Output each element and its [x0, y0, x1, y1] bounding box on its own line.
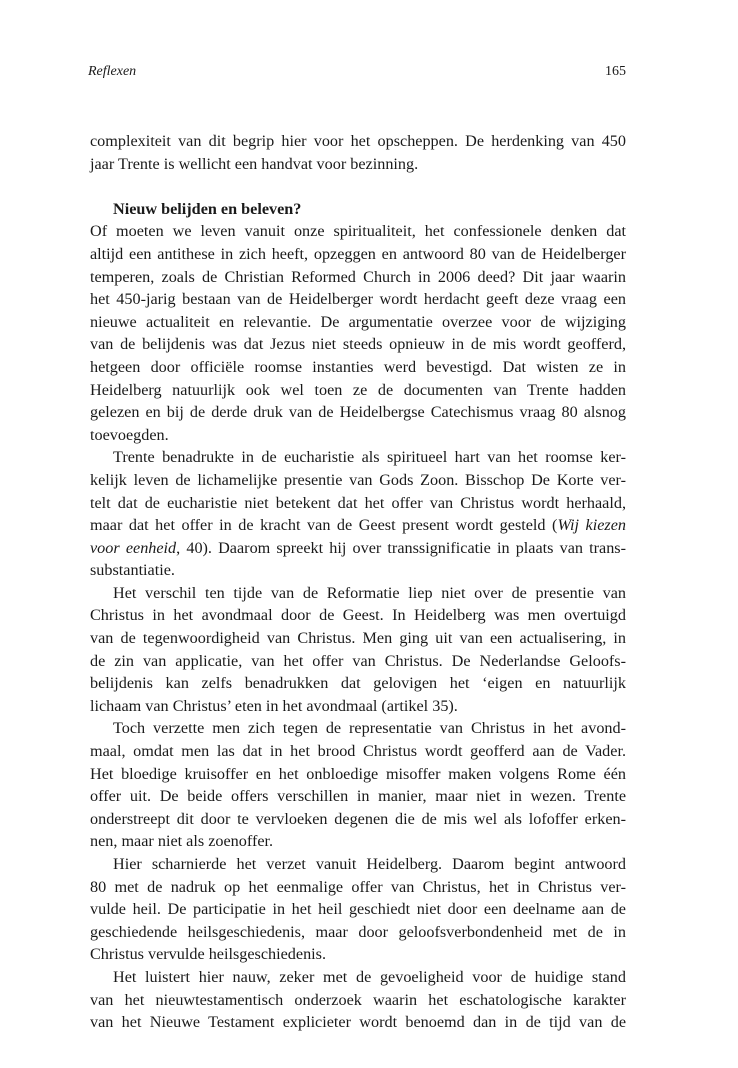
paragraph-line: complexiteit van dit begrip hier voor het opscheppen. De herdenking van 450 — [90, 132, 626, 150]
paragraph — [90, 220, 626, 446]
paragraph-line: lichaam van Christus’ eten in het avondmaal (artikel 35). — [90, 696, 458, 715]
cited-title: Wij kiezen — [557, 516, 627, 535]
paragraph-line: van de belijdenis was dat Jezus niet steeds opnieuw in de mis wordt geofferd, — [90, 335, 626, 354]
paragraph-line: maar dat het offer in de kracht van de Geest present wordt gesteld (Wij kiezen — [90, 516, 627, 535]
paragraph-line: substantiatie. — [90, 561, 175, 580]
paragraph — [90, 853, 626, 966]
paragraph-line: Christus in het avondmaal door de Geest. In Heidelberg was men overtuigd — [90, 606, 626, 625]
paragraph-line: toevoegden. — [90, 425, 169, 444]
paragraph-line: nen, maar niet als zoenoffer. — [90, 832, 274, 851]
paragraph-line: Het verschil ten tijde van de Reformatie liep niet over de presentie van — [113, 583, 626, 602]
paragraph-line: van het nieuwtestamentisch onderzoek waarin het eschatologische karakter — [90, 990, 626, 1009]
paragraph-line: gelezen en bij de derde druk van de Heidelbergse Catechismus vraag 80 alsnog — [90, 403, 626, 422]
paragraph-line: voor eenheid, 40). Daarom spreekt hij over transsignificatie in plaats van trans- — [90, 538, 626, 557]
paragraph-line: van het Nieuwe Testament explicieter wordt benoemd dan in de tijd van de — [90, 1013, 626, 1032]
section-spacer — [90, 175, 626, 198]
paragraph-line: Christus vervulde heilsgeschiedenis. — [90, 945, 327, 964]
cited-title: voor eenheid — [90, 538, 177, 557]
paragraph-line: Hier scharnierde het verzet vanuit Heidelberg. Daarom begint antwoord — [113, 855, 626, 873]
paragraph-line: onderstreept dit door te vervloeken degenen die de mis wel als lofoffer erken- — [90, 809, 626, 828]
paragraph-line: nieuwe actualiteit en relevantie. De argumentatie overzee voor de wijziging — [90, 312, 626, 331]
paragraph — [90, 130, 626, 175]
paragraph-line: hetgeen door officiële roomse instanties werd bevestigd. Dat wisten ze in — [90, 357, 626, 376]
paragraph-line: Trente benadrukte in de eucharistie als spiritueel hart van het roomse ker- — [113, 448, 626, 467]
paragraph — [90, 582, 626, 718]
paragraph-line: Of moeten we leven vanuit onze spiritualiteit, het confessionele denken dat — [90, 222, 626, 241]
paragraph-line: telt dat de eucharistie niet betekent dat het offer van Christus wordt herhaald, — [90, 493, 626, 512]
paragraph-line: geschiedende heilsgeschiedenis, maar door geloofsverbondenheid met de in — [90, 922, 626, 941]
paragraph-line: offer uit. De beide offers verschillen in manier, maar niet in wezen. Trente — [90, 787, 626, 806]
paragraph — [90, 446, 626, 582]
paragraph-line: Heidelberg natuurlijk ook wel toen ze de documenten van Trente hadden — [90, 380, 626, 399]
paragraph-line: temperen, zoals de Christian Reformed Church in 2006 deed? Dit jaar waarin — [90, 267, 626, 286]
paragraph-line: de zin van applicatie, van het offer van Christus. De Nederlandse Geloofs- — [90, 651, 626, 670]
running-header — [88, 64, 626, 84]
paragraph-line: Het luistert hier nauw, zeker met de gevoeligheid voor de huidige stand — [113, 967, 626, 986]
paragraph-line: 80 met de nadruk op het eenmalige offer van Christus, het in Christus ver- — [90, 877, 626, 896]
body-text — [90, 130, 626, 1034]
page-number: 165 — [605, 64, 626, 79]
paragraph-line: vulde heil. De participatie in het heil geschiedt niet door een deelname aan de — [90, 900, 626, 919]
running-title: Reflexen — [88, 64, 137, 79]
paragraph-line: kelijk leven de lichamelijke presentie van Gods Zoon. Bisschop De Korte ver- — [90, 470, 626, 489]
paragraph-line: belijdenis kan zelfs benadrukken dat gelovigen het ‘eigen en natuurlijk — [90, 674, 626, 693]
paragraph — [90, 717, 626, 853]
paragraph-line: maal, omdat men las dat in het brood Christus wordt geofferd aan de Vader. — [90, 742, 626, 761]
paragraph-line: het 450-jarig bestaan van de Heidelberger wordt herdacht geeft deze vraag een — [90, 290, 626, 309]
paragraph-line: Het bloedige kruisoffer en het onbloedige misoffer maken volgens Rome één — [90, 764, 626, 783]
paragraph-line: altijd een antithese in zich heeft, opzeggen en antwoord 80 van de Heidelberger — [90, 244, 626, 263]
paragraph-line: Toch verzette men zich tegen de representatie van Christus in het avond- — [113, 719, 626, 738]
section-heading: Nieuw belijden en beleven? — [113, 199, 302, 218]
paragraph — [90, 966, 626, 1034]
paragraph-line: jaar Trente is wellicht een handvat voor bezinning. — [90, 154, 419, 173]
paragraph-line: van de tegenwoordigheid van Christus. Men ging uit van een actualisering, in — [90, 629, 626, 648]
